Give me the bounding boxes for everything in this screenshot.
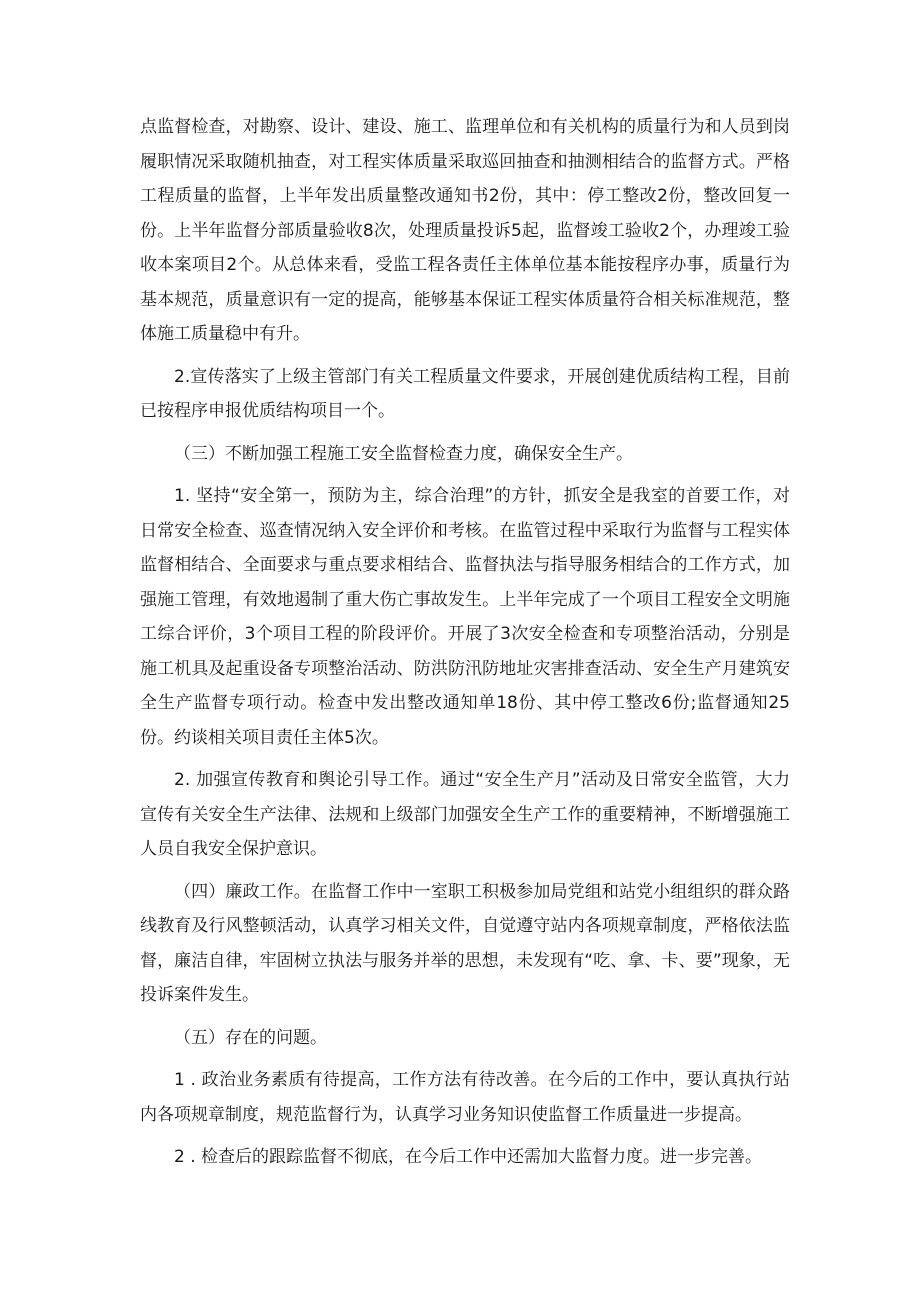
document-page <box>140 110 790 1183</box>
paragraph-integrity-work: （四）廉政工作。在监督工作中一室职工积极参加局党组和站党小组组织的群众路线教育及行风整顿活动，认真学习相关文件，自觉遵守站内各项规章制度，严格依法监督，廉洁自律，牢固树立执法与服务并举的思想，未发现有“吃、拿、卡、要”现象，无投诉案件发生。 <box>140 881 790 1005</box>
section-heading-safety: （三）不断加强工程施工安全监督检查力度，确保安全生产。 <box>174 443 633 464</box>
paragraph-safety-policy: 1. 坚持“安全第一，预防为主，综合治理”的方针，抓安全是我室的首要工作，对日常安全检查、巡查情况纳入安全评价和考核。在监管过程中采取行为监督与工程实体监督相结合、全面要求与重点要求相结合、监督执法与指导服务相结合的工作方式，加强施工管理，有效地遏制了重大伤亡事故发生。上半年完成了一个项目工程安全文明施工综合评价，3个项目工程的阶段评价。开展了3次安全检查和专项整治活动，分别是施工机具及起重设备专项整治活动、防洪防汛防地址灾害排查活动、安全生产月建筑安全生产监督专项行动。检查中发出整改通知单18份、其中停工整改6份;监督通知25份。约谈相关项目责任主体5次。 <box>140 486 790 748</box>
section-heading-problems: （五）存在的问题。 <box>174 1027 327 1048</box>
paragraph-safety-education: 2. 加强宣传教育和舆论引导工作。通过“安全生产月”活动及日常安全监管，大力宣传有关安全生产法律、法规和上级部门加强安全生产工作的重要精神，不断增强施工人员自我安全保护意识。 <box>140 770 790 859</box>
paragraph-problem-1: 1 . 政治业务素质有待提高，工作方法有待改善。在今后的工作中，要认真执行站内各项规章制度，规范监督行为，认真学习业务知识使监督工作质量进一步提高。 <box>140 1070 790 1125</box>
paragraph-quality-promotion: 2.宣传落实了上级主管部门有关工程质量文件要求，开展创建优质结构工程，目前已按程序申报优质结构项目一个。 <box>140 366 790 421</box>
paragraph-quality-supervision: 点监督检查，对勘察、设计、建设、施工、监理单位和有关机构的质量行为和人员到岗履职情况采取随机抽查，对工程实体质量采取巡回抽查和抽测相结合的监督方式。严格工程质量的监督，上半年发出质量整改通知书2份，其中：停工整改2份，整改回复一份。上半年监督分部质量验收8次，处理质量投诉5起，监督竣工验收2个，办理竣工验收本案项目2个。从总体来看，受监工程各责任主体单位基本能按程序办事，质量行为基本规范，质量意识有一定的提高，能够基本保证工程实体质量符合相关标准规范，整体施工质量稳中有升。 <box>140 117 790 344</box>
paragraph-problem-2: 2 . 检查后的跟踪监督不彻底，在今后工作中还需加大监督力度。进一步完善。 <box>174 1147 763 1167</box>
